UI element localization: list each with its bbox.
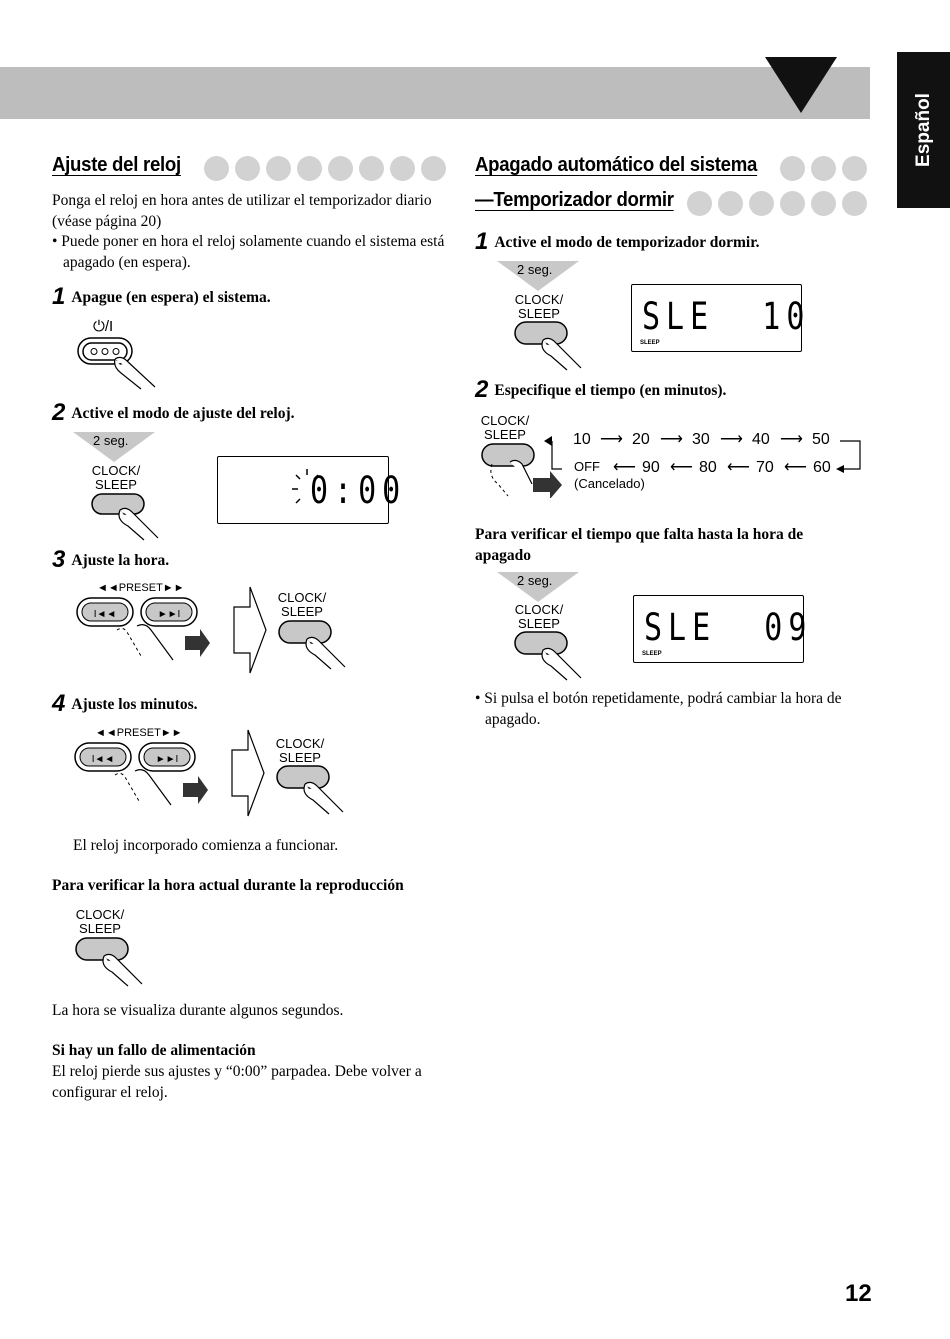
preset-label-4: ◄◄PRESET►► (95, 727, 183, 739)
page-number: 12 (845, 1280, 872, 1307)
right-section-heading-1 (475, 154, 870, 184)
next-step-arrow-icon (232, 585, 270, 675)
sleep-display-2-value: SLE 09 (644, 606, 813, 650)
clock-running-text: El reloj incorporado comienza a funcionar. (73, 837, 339, 854)
hold-time-label-r3: 2 seg. (517, 573, 553, 588)
preset-buttons-4[interactable] (73, 741, 213, 821)
seq-20: 20 (632, 431, 650, 448)
right-section-title-1: Apagado automático del sistema (475, 154, 763, 177)
power-button-illustration[interactable] (75, 335, 165, 390)
sleep-display-1-value: SLE 10 (642, 295, 811, 339)
check-time-text: La hora se visualiza durante algunos segundos. (52, 1002, 344, 1019)
right-step-2: 2 Especifique el tiempo (en minutos). (475, 376, 727, 403)
seq-60: 60 (813, 459, 831, 476)
seq-40: 40 (752, 431, 770, 448)
left-step-1: 1 Apague (en espera) el sistema. (52, 283, 271, 310)
clock-sleep-label-4: CLOCK/ SLEEP (275, 736, 325, 765)
right-section-heading-2 (475, 189, 870, 219)
language-tab-label: Español (912, 93, 934, 167)
seq-80: 80 (699, 459, 717, 476)
next-step-arrow-icon-4 (230, 728, 268, 818)
left-section-heading (52, 154, 447, 184)
seq-10: 10 (573, 431, 591, 448)
power-fail-title: Si hay un fallo de alimentación (52, 1042, 256, 1059)
clock-sleep-button-check[interactable] (72, 936, 152, 990)
sleep-display-2 (633, 595, 813, 663)
clock-sleep-button-4[interactable] (273, 764, 353, 818)
clock-display-value: 0:00 (310, 469, 407, 513)
clock-sleep-label-r1: CLOCK/ SLEEP (514, 292, 564, 321)
heading-dots-2 (687, 191, 867, 216)
cancel-label: (Cancelado) (574, 476, 645, 491)
clock-sleep-label-3: CLOCK/ SLEEP (277, 590, 327, 619)
clock-sleep-button-3[interactable] (275, 619, 355, 673)
check-time-title: Para verificar la hora actual durante la reproducción (52, 877, 404, 894)
clock-sleep-button[interactable] (88, 492, 168, 544)
seq-50: 50 (812, 431, 830, 448)
seq-30: 30 (692, 431, 710, 448)
hold-time-label-r1: 2 seg. (517, 262, 553, 277)
clock-sleep-label-check: CLOCK/ SLEEP (75, 907, 125, 936)
sleep-display-1 (631, 284, 811, 352)
header-bar-slope (835, 67, 875, 119)
preset-label: ◄◄PRESET►► (97, 582, 185, 594)
clock-display (217, 456, 407, 524)
svg-text:►►I: ►►I (157, 609, 181, 620)
sleep-sequence-bottom: OFF ⟵ 90 ⟵ 80 ⟵ 70 ⟵ 60 (574, 459, 831, 476)
sleep-indicator-1: SLEEP (640, 340, 660, 346)
svg-text:►►I: ►►I (155, 754, 179, 765)
left-intro: Ponga el reloj en hora antes de utilizar el temporizador diario (véase página 20) (52, 192, 432, 230)
hold-time-label: 2 seg. (93, 433, 129, 448)
right-section-title-2: —Temporizador dormir (475, 189, 679, 212)
heading-dots-1 (780, 156, 867, 181)
seq-90: 90 (642, 459, 660, 476)
sleep-sequence-top: 10 ⟶ 20 ⟶ 30 ⟶ 40 ⟶ 50 (573, 431, 830, 448)
svg-text:I◄◄: I◄◄ (91, 754, 115, 765)
seq-off: OFF (574, 459, 600, 474)
power-fail-text: El reloj pierde sus ajustes y “0:00” parpadea. Debe volver a configurar el reloj. (52, 1063, 422, 1101)
preset-buttons[interactable] (75, 596, 215, 676)
left-bullet: • Puede poner en hora el reloj solamente cuando el sistema está apagado (en espera). (52, 233, 445, 271)
sleep-indicator-2: SLEEP (642, 651, 662, 657)
left-step-4: 4 Ajuste los minutos. (52, 690, 198, 717)
left-step-3: 3 Ajuste la hora. (52, 546, 170, 573)
left-step-2: 2 Active el modo de ajuste del reloj. (52, 399, 295, 426)
right-note: • Si pulsa el botón repetidamente, podrá cambiar la hora de apagado. (475, 690, 842, 728)
check-remaining-title: Para verificar el tiempo que falta hasta la hora de apagado (475, 526, 804, 564)
left-section-title: Ajuste del reloj (52, 154, 186, 177)
clock-sleep-label-r3: CLOCK/ SLEEP (514, 602, 564, 631)
clock-sleep-button-r1[interactable] (511, 320, 591, 374)
svg-text:I◄◄: I◄◄ (93, 609, 117, 620)
language-tab (897, 52, 950, 208)
clock-sleep-button-r3[interactable] (511, 630, 591, 684)
header-bar (0, 67, 870, 119)
right-step-1: 1 Active el modo de temporizador dormir. (475, 228, 760, 255)
heading-dots (204, 156, 446, 181)
clock-sleep-label-r2: CLOCK/ SLEEP (480, 413, 530, 442)
clock-sleep-label: CLOCK/ SLEEP (91, 463, 141, 492)
power-symbol: ⏻/I (93, 318, 114, 335)
seq-70: 70 (756, 459, 774, 476)
